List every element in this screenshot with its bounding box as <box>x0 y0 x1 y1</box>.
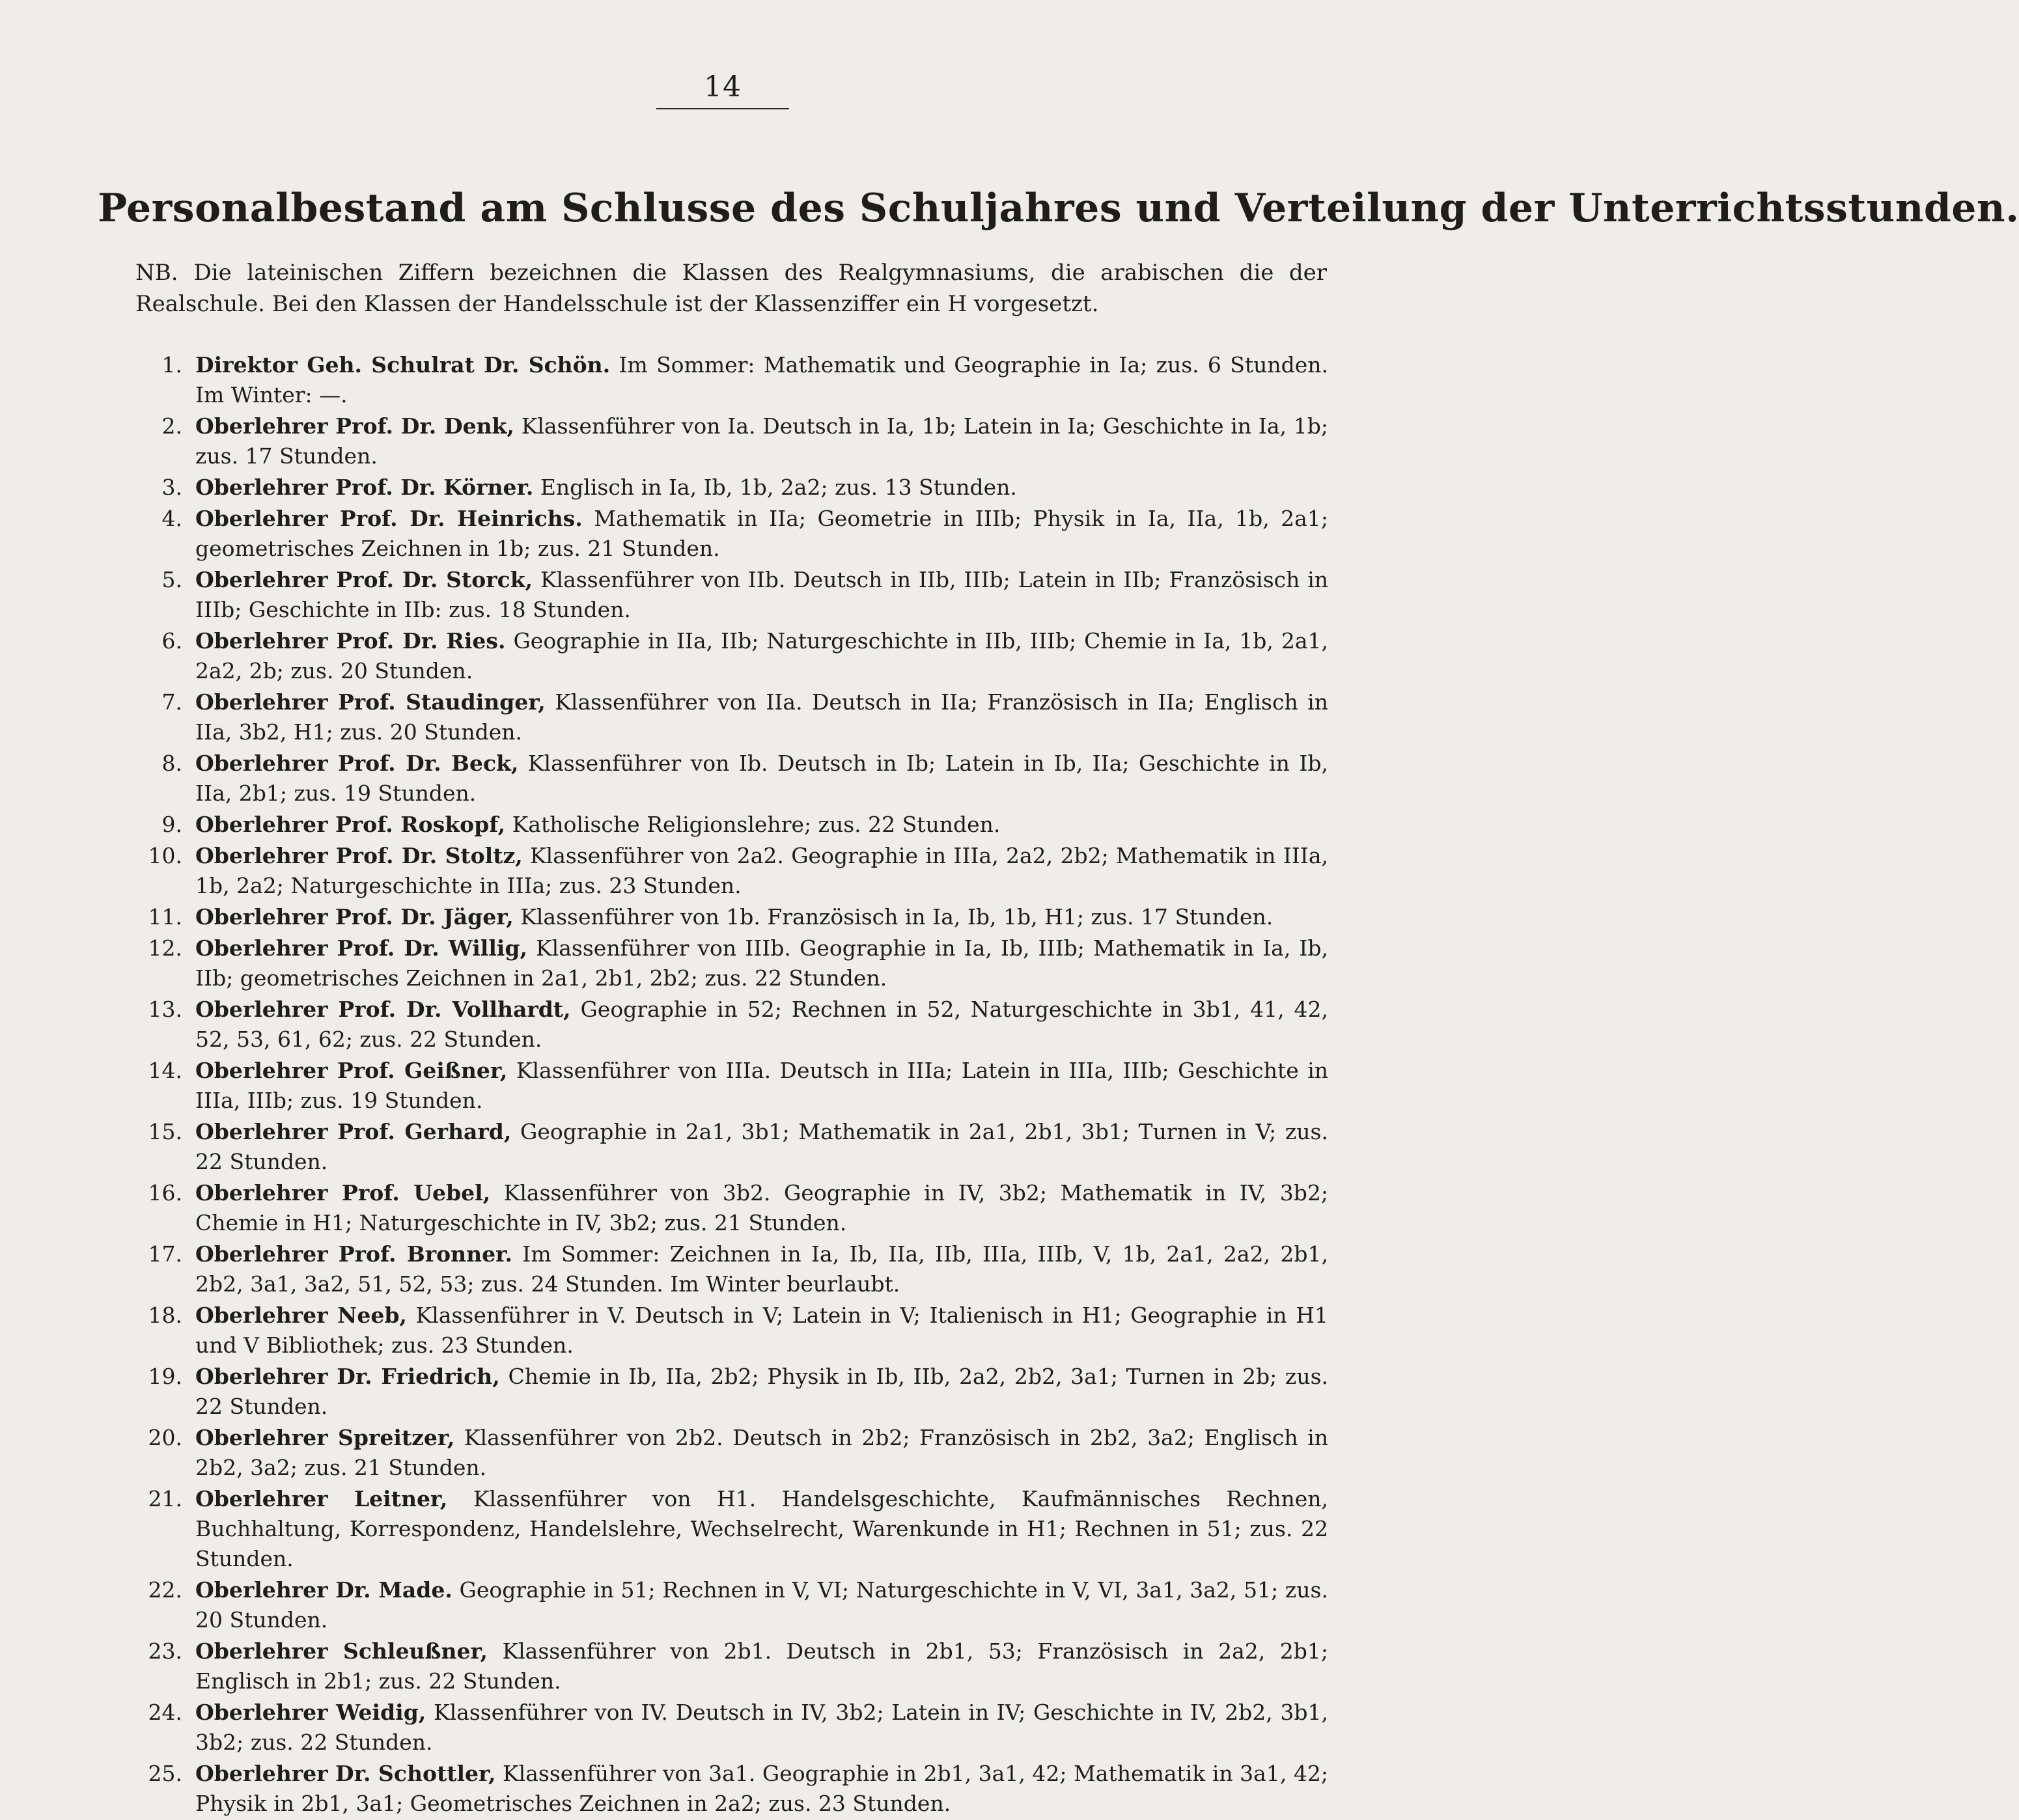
staff-entry-body <box>195 473 1328 503</box>
staff-list <box>124 350 1328 1820</box>
staff-entry-number: 18. <box>148 1303 182 1328</box>
staff-entry-number: 4. <box>161 506 182 531</box>
staff-entry-number: 19. <box>148 1364 182 1389</box>
staff-entry-body <box>195 1056 1328 1116</box>
staff-entry-number: 9. <box>161 812 182 837</box>
staff-entry-number: 14. <box>148 1058 182 1083</box>
staff-entry-name: Oberlehrer Spreitzer, <box>195 1425 455 1450</box>
staff-entry-body <box>195 1484 1328 1574</box>
staff-entry-text: Englisch in Ia, Ib, 1b, 2a2; zus. 13 Stunden. <box>540 475 1017 500</box>
staff-entry-text: Klassenführer von 2b1. Deutsch in 2b1, 53; Französisch in 2a2, 2b1; Englisch in 2b1; zus. 22 Stunden. <box>195 1638 1328 1694</box>
staff-entry-body <box>195 995 1328 1055</box>
note-prefix: NB. <box>135 260 178 286</box>
staff-entry-number: 23. <box>148 1638 182 1664</box>
staff-entry-text: Klassenführer von IIIb. Geographie in Ia, Ib, IIIb; Mathematik in Ia, Ib, IIb; geometrisches Zeichnen in 2a1, 2b1, 2b2; zus. 22 Stunden. <box>195 935 1328 991</box>
staff-entry-name: Oberlehrer Weidig, <box>195 1700 426 1725</box>
staff-entry <box>124 1117 1328 1177</box>
staff-entry-body <box>195 1301 1328 1360</box>
staff-entry-number: 8. <box>161 751 182 776</box>
staff-entry-text: Klassenführer von H1. Handelsgeschichte, Kaufmännisches Rechnen, Buchhaltung, Korrespondenz, Handelslehre, Wechselrecht, Warenkunde in H1; Rechnen in 51; zus. 22 Stunden. <box>195 1486 1328 1571</box>
page-number-rule <box>656 108 789 109</box>
staff-entry <box>124 1423 1328 1483</box>
staff-entry-name: Oberlehrer Prof. Uebel, <box>195 1180 491 1206</box>
staff-entry-body <box>195 933 1328 993</box>
staff-entry-text: Geographie in 51; Rechnen in V, VI; Naturgeschichte in V, VI, 3a1, 3a2, 51; zus. 20 Stunden. <box>195 1577 1328 1633</box>
staff-entry <box>124 810 1328 840</box>
staff-entry-name: Oberlehrer Prof. Geißner, <box>195 1058 508 1083</box>
page-title: Personalbestand am Schlusse des Schuljahres und Verteilung der Unterrichtsstunden. <box>98 186 2019 232</box>
staff-entry-body <box>195 411 1328 471</box>
staff-entry-text: Geographie in IIa, IIb; Naturgeschichte in IIb, IIIb; Chemie in Ia, 1b, 2a1, 2a2, 2b; zus. 20 Stunden. <box>195 628 1329 683</box>
staff-entry-name: Oberlehrer Prof. Dr. Storck, <box>195 567 533 592</box>
staff-entry-body <box>195 565 1328 625</box>
staff-entry <box>124 1484 1328 1574</box>
staff-entry-name: Oberlehrer Prof. Dr. Stoltz, <box>195 843 523 868</box>
staff-entry-number: 6. <box>161 628 182 654</box>
staff-entry-number: 3. <box>161 475 182 500</box>
staff-entry-text: Klassenführer von IIb. Deutsch in IIb, IIIb; Latein in IIb; Französisch in IIIb; Geschichte in IIb: zus. 18 Stunden. <box>195 567 1328 622</box>
staff-entry-text: Im Sommer: Zeichnen in Ia, Ib, IIa, IIb, IIIa, IIIb, V, 1b, 2a1, 2a2, 2b1, 2b2, 3a1, 3a2, 51, 52, 53; zus. 24 Stunden. Im Winter beurlaubt. <box>195 1241 1328 1297</box>
staff-entry <box>124 1698 1328 1758</box>
staff-entry-number: 17. <box>148 1241 182 1267</box>
staff-entry-name: Oberlehrer Prof. Staudinger, <box>195 689 546 715</box>
staff-entry <box>124 902 1328 932</box>
staff-entry-name: Oberlehrer Prof. Dr. Jäger, <box>195 904 514 930</box>
staff-entry-body <box>195 1423 1328 1483</box>
staff-entry-body <box>195 1759 1328 1819</box>
staff-entry-body <box>195 810 1328 840</box>
staff-entry-name: Oberlehrer Dr. Made. <box>195 1577 453 1603</box>
staff-entry-text: Mathematik in IIa; Geometrie in IIIb; Physik in Ia, IIa, 1b, 2a1; geometrisches Zeichnen in 1b; zus. 21 Stunden. <box>195 506 1328 561</box>
staff-entry-number: 15. <box>148 1119 182 1144</box>
staff-entry <box>124 626 1328 686</box>
staff-entry-text: Chemie in Ib, IIa, 2b2; Physik in Ib, IIb, 2a2, 2b2, 3a1; Turnen in 2b; zus. 22 Stunden. <box>195 1364 1328 1419</box>
staff-entry-number: 10. <box>148 843 182 868</box>
staff-entry <box>124 1056 1328 1116</box>
staff-entry-text: Klassenführer von IV. Deutsch in IV, 3b2; Latein in IV; Geschichte in IV, 2b2, 3b1, 3b2; zus. 22 Stunden. <box>195 1700 1328 1755</box>
staff-entry-number: 7. <box>161 689 182 715</box>
staff-entry <box>124 995 1328 1055</box>
staff-entry-body <box>195 626 1328 686</box>
staff-entry-text: Im Sommer: Mathematik und Geographie in Ia; zus. 6 Stunden. Im Winter: —. <box>195 352 1328 407</box>
staff-entry-number: 13. <box>148 997 182 1022</box>
staff-entry <box>124 565 1328 625</box>
staff-entry-number: 5. <box>161 567 182 592</box>
staff-entry-name: Oberlehrer Prof. Dr. Denk, <box>195 413 514 439</box>
staff-entry <box>124 473 1328 503</box>
staff-entry-name: Oberlehrer Dr. Friedrich, <box>195 1364 500 1389</box>
staff-entry <box>124 350 1328 410</box>
staff-entry-number: 24. <box>148 1700 182 1725</box>
staff-entry-text: Klassenführer von Ib. Deutsch in Ib; Latein in Ib, IIa; Geschichte in Ib, IIa, 2b1; zus. 19 Stunden. <box>195 751 1328 806</box>
page-number: 14 <box>704 70 742 103</box>
staff-entry <box>124 1759 1328 1819</box>
staff-entry-number: 11. <box>148 904 182 930</box>
staff-entry-number: 2. <box>161 413 182 439</box>
staff-entry-text: Geographie in 52; Rechnen in 52, Naturgeschichte in 3b1, 41, 42, 52, 53, 61, 62; zus. 22 Stunden. <box>195 997 1328 1052</box>
staff-entry-body <box>195 749 1328 808</box>
staff-entry-name: Oberlehrer Leitner, <box>195 1486 448 1511</box>
note-body <box>135 257 1327 320</box>
staff-entry <box>124 1239 1328 1299</box>
staff-entry-name: Oberlehrer Prof. Bronner. <box>195 1241 512 1267</box>
staff-entry <box>124 749 1328 808</box>
staff-entry-text: Klassenführer von 1b. Französisch in Ia, Ib, 1b, H1; zus. 17 Stunden. <box>520 904 1274 930</box>
staff-entry-body <box>195 1698 1328 1758</box>
staff-entry-name: Oberlehrer Prof. Dr. Beck, <box>195 751 519 776</box>
staff-entry-name: Oberlehrer Prof. Dr. Körner. <box>195 475 534 500</box>
staff-entry-name: Oberlehrer Neeb, <box>195 1303 407 1328</box>
staff-entry-number: 12. <box>148 935 182 961</box>
staff-entry-number: 22. <box>148 1577 182 1603</box>
staff-entry-body <box>195 902 1328 932</box>
staff-entry-body <box>195 1575 1328 1635</box>
staff-entry-text: Geographie in 2a1, 3b1; Mathematik in 2a1, 2b1, 3b1; Turnen in V; zus. 22 Stunden. <box>195 1119 1328 1174</box>
note-paragraph <box>135 257 1327 320</box>
note-text: Die lateinischen Ziffern bezeichnen die Klassen des Realgymnasiums, die arabischen die der Realschule. Bei den Klassen der Handelsschule ist der Klassenziffer ein H vorgesetzt. <box>135 260 1327 317</box>
staff-entry-text: Klassenführer von IIa. Deutsch in IIa; Französisch in IIa; Englisch in IIa, 3b2, H1; zus. 20 Stunden. <box>195 689 1328 745</box>
staff-entry-name: Oberlehrer Dr. Schottler, <box>195 1761 496 1786</box>
staff-entry <box>124 1178 1328 1238</box>
staff-entry-name: Oberlehrer Prof. Dr. Willig, <box>195 935 527 961</box>
staff-entry-number: 25. <box>148 1761 182 1786</box>
staff-entry-body <box>195 1239 1328 1299</box>
staff-entry <box>124 504 1328 564</box>
staff-entry-number: 1. <box>161 352 182 378</box>
staff-entry-text: Klassenführer von 2a2. Geographie in IIIa, 2a2, 2b2; Mathematik in IIIa, 1b, 2a2; Naturgeschichte in IIIa; zus. 23 Stunden. <box>195 843 1328 898</box>
staff-entry-text: Klassenführer von Ia. Deutsch in Ia, 1b; Latein in Ia; Geschichte in Ia, 1b; zus. 17 Stunden. <box>195 413 1328 469</box>
staff-entry-text: Klassenführer in V. Deutsch in V; Latein in V; Italienisch in H1; Geographie in H1 und V Bibliothek; zus. 23 Stunden. <box>195 1303 1328 1358</box>
staff-entry-name: Oberlehrer Schleußner, <box>195 1638 488 1664</box>
staff-entry <box>124 1575 1328 1635</box>
staff-entry-body <box>195 841 1328 901</box>
staff-entry-name: Oberlehrer Prof. Gerhard, <box>195 1119 512 1144</box>
staff-entry-body <box>195 504 1328 564</box>
staff-entry-text: Klassenführer von IIIa. Deutsch in IIIa; Latein in IIIa, IIIb; Geschichte in IIIa, IIIb; zus. 19 Stunden. <box>195 1058 1328 1113</box>
staff-entry <box>124 1301 1328 1360</box>
staff-entry-name: Oberlehrer Prof. Dr. Heinrichs. <box>195 506 583 531</box>
staff-entry-number: 20. <box>148 1425 182 1450</box>
staff-entry-body <box>195 687 1328 747</box>
staff-entry-text: Katholische Religionslehre; zus. 22 Stunden. <box>512 812 1001 837</box>
staff-entry-body <box>195 1117 1328 1177</box>
staff-entry-text: Klassenführer von 3a1. Geographie in 2b1, 3a1, 42; Mathematik in 3a1, 42; Physik in 2b1, 3a1; Geometrisches Zeichnen in 2a2; zus. 23 Stunden. <box>195 1761 1328 1816</box>
staff-entry-body <box>195 1636 1328 1696</box>
staff-entry-number: 16. <box>148 1180 182 1206</box>
staff-entry-number: 21. <box>148 1486 182 1511</box>
staff-entry-text: Klassenführer von 3b2. Geographie in IV, 3b2; Mathematik in IV, 3b2; Chemie in H1; Naturgeschichte in IV, 3b2; zus. 21 Stunden. <box>195 1180 1328 1235</box>
staff-entry-name: Direktor Geh. Schulrat Dr. Schön. <box>195 352 611 378</box>
staff-entry <box>124 933 1328 993</box>
staff-entry-text: Klassenführer von 2b2. Deutsch in 2b2; Französisch in 2b2, 3a2; Englisch in 2b2, 3a2; zus. 21 Stunden. <box>195 1425 1328 1480</box>
staff-entry-body <box>195 1178 1328 1238</box>
staff-entry <box>124 687 1328 747</box>
staff-entry <box>124 1636 1328 1696</box>
staff-entry-body <box>195 1362 1328 1422</box>
staff-entry-name: Oberlehrer Prof. Roskopf, <box>195 812 506 837</box>
staff-entry-body <box>195 350 1328 410</box>
staff-entry-name: Oberlehrer Prof. Dr. Ries. <box>195 628 506 654</box>
staff-entry-name: Oberlehrer Prof. Dr. Vollhardt, <box>195 997 571 1022</box>
staff-entry <box>124 411 1328 471</box>
staff-entry <box>124 1362 1328 1422</box>
staff-entry <box>124 841 1328 901</box>
